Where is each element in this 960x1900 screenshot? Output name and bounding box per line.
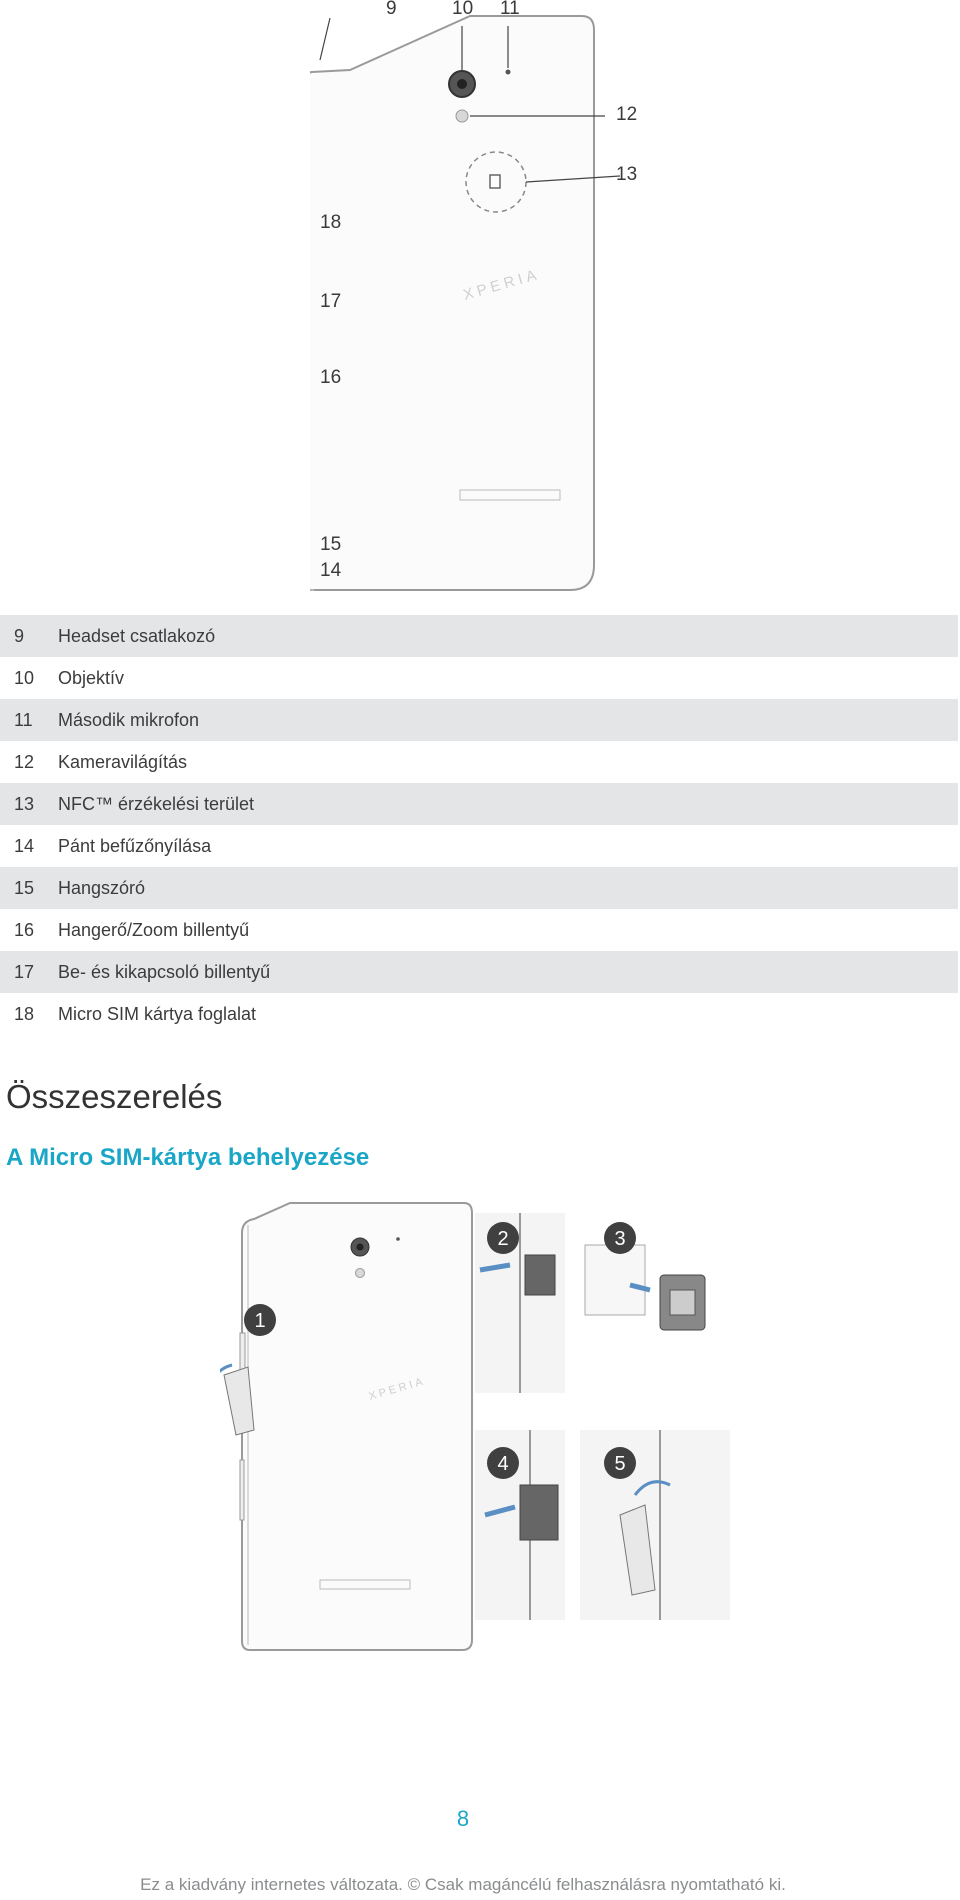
phone-back-illustration	[310, 0, 650, 600]
table-row	[0, 993, 958, 1035]
part-number: 12	[14, 751, 35, 772]
step-badge-3	[604, 1222, 636, 1254]
callout-14: 14	[320, 560, 342, 581]
footer-note: Ez a kiadvány internetes változata. © Csak magáncélú felhasználásra nyomtatható ki.	[140, 1875, 786, 1894]
table-row	[0, 657, 958, 699]
step-badge-1	[244, 1304, 276, 1336]
svg-text:1: 1	[254, 1310, 266, 1332]
subsection-title: A Micro SIM-kártya behelyezése	[6, 1144, 370, 1171]
callout-17: 17	[320, 291, 342, 312]
callout-9: 9	[386, 0, 397, 19]
callout-16: 16	[320, 367, 342, 388]
parts-legend-table	[0, 615, 958, 1035]
svg-text:3: 3	[614, 1228, 626, 1250]
part-label: Pánt befűzőnyílása	[58, 835, 212, 856]
callout-13: 13	[616, 164, 638, 185]
table-row	[0, 909, 958, 951]
svg-text:4: 4	[497, 1453, 509, 1475]
part-number: 13	[14, 793, 35, 814]
part-number: 15	[14, 877, 35, 898]
part-label: Headset csatlakozó	[58, 625, 216, 646]
phone-back-diagram	[310, 0, 650, 600]
part-number: 14	[14, 835, 35, 856]
part-label: Kameravilágítás	[58, 751, 188, 772]
step-badge-4	[487, 1447, 519, 1479]
step-badge-2	[487, 1222, 519, 1254]
sim-insertion-illustration	[220, 1195, 740, 1665]
table-row	[0, 825, 958, 867]
table-row	[0, 615, 958, 657]
step-badge-5	[604, 1447, 636, 1479]
part-number: 18	[14, 1003, 35, 1024]
phone-logo-text: XPERIA	[367, 1375, 427, 1403]
callout-15: 15	[320, 534, 342, 555]
table-row	[0, 867, 958, 909]
part-label: Micro SIM kártya foglalat	[58, 1003, 257, 1024]
part-label: NFC™ érzékelési terület	[58, 793, 255, 814]
part-number: 9	[14, 625, 25, 646]
part-label: Hangszóró	[58, 877, 146, 898]
svg-text:5: 5	[614, 1453, 626, 1475]
part-label: Hangerő/Zoom billentyű	[58, 919, 250, 940]
part-number: 16	[14, 919, 35, 940]
part-label: Objektív	[58, 667, 125, 688]
part-number: 11	[14, 709, 33, 730]
section-title: Összeszerelés	[6, 1078, 223, 1115]
table-row	[0, 741, 958, 783]
callout-11: 11	[500, 0, 520, 19]
part-label: Be- és kikapcsoló billentyű	[58, 961, 271, 982]
table-row	[0, 783, 958, 825]
sim-insertion-diagram	[220, 1195, 740, 1665]
callout-18: 18	[320, 212, 342, 233]
callout-10: 10	[452, 0, 474, 19]
table-row	[0, 951, 958, 993]
part-label: Második mikrofon	[58, 709, 200, 730]
part-number: 10	[14, 667, 35, 688]
callout-12: 12	[616, 104, 638, 125]
page-number: 8	[456, 1806, 470, 1831]
part-number: 17	[14, 961, 35, 982]
svg-text:2: 2	[497, 1228, 509, 1250]
table-row	[0, 699, 958, 741]
phone-logo-text: XPERIA	[461, 265, 543, 304]
